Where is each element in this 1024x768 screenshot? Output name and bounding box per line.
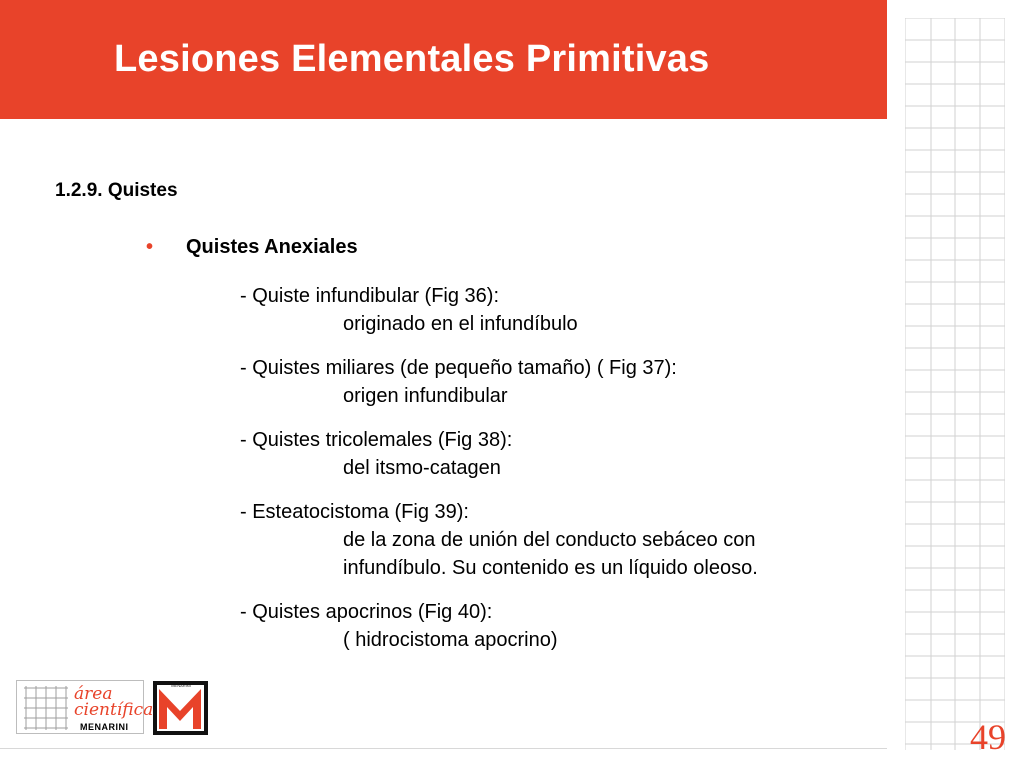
- bullet-item: [146, 236, 358, 259]
- item-description: infundíbulo. Su contenido es un líquido oleoso.: [343, 557, 758, 579]
- page-number: 49: [970, 717, 1006, 757]
- item-description: originado en el infundíbulo: [343, 313, 578, 335]
- cyst-list: [240, 282, 758, 670]
- list-item: [240, 426, 758, 482]
- side-grid-decoration: [905, 18, 1005, 750]
- item-title: - Quistes tricolemales (Fig 38):: [240, 429, 513, 451]
- item-title: - Quistes miliares (de pequeño tamaño) ( Fig 37):: [240, 357, 677, 379]
- item-description: del itsmo-catagen: [343, 457, 501, 479]
- bullet-label: Quistes Anexiales: [186, 236, 358, 258]
- item-title: - Quiste infundibular (Fig 36):: [240, 285, 500, 307]
- list-item: [240, 282, 758, 338]
- item-description: de la zona de unión del conducto sebáceo con: [343, 529, 756, 551]
- list-item: [240, 598, 758, 654]
- item-title: - Quistes apocrinos (Fig 40):: [240, 601, 493, 623]
- list-item: [240, 354, 758, 410]
- slide-title: Lesiones Elementales Primitivas: [114, 38, 710, 80]
- footer-divider: [0, 748, 887, 749]
- logo-line-1: área: [74, 684, 113, 704]
- list-item: [240, 498, 758, 582]
- section-heading: 1.2.9. Quistes: [55, 180, 178, 201]
- area-cientifica-logo-text: [74, 686, 153, 718]
- bullet-marker: •: [146, 236, 154, 258]
- logo-line-2: científica: [74, 700, 154, 720]
- item-description: ( hidrocistoma apocrino): [343, 629, 558, 651]
- logo-subtitle: MENARINI: [80, 722, 129, 732]
- menarini-m-logo: [153, 681, 208, 735]
- item-description: origen infundibular: [343, 385, 508, 407]
- m-logo-text: MENARINI: [171, 683, 191, 688]
- item-title: - Esteatocistoma (Fig 39):: [240, 501, 469, 523]
